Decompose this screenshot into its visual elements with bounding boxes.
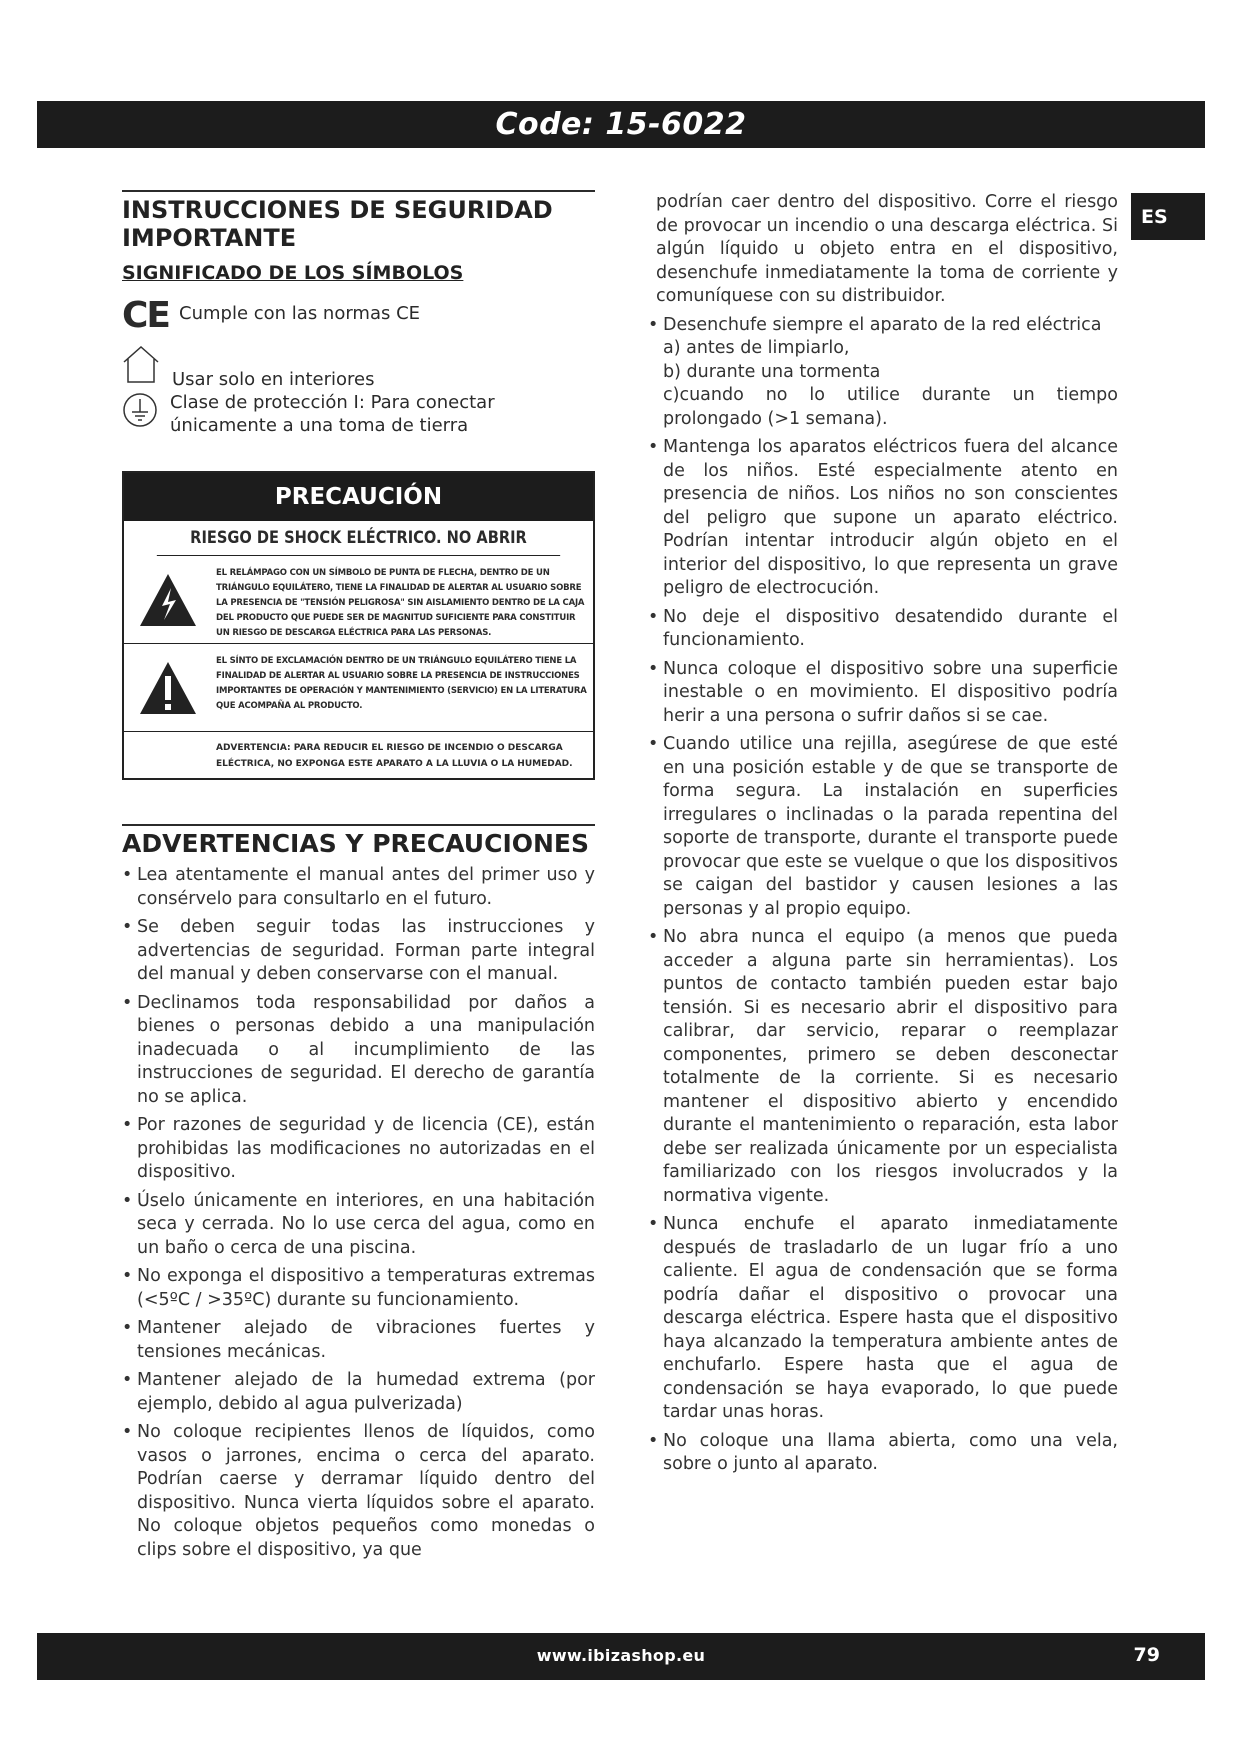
unplug-c: c)cuando no lo utilice durante un tiempo prolongado (>1 semana). (663, 385, 1118, 429)
list-item: • Nunca enchufe el aparato inmediatamente después de trasladarlo de un lugar frío a uno caliente. El agua de condensación que se forma podría dañar el dispositivo o provocar una descarga eléctrica. Espere hasta que el dispositivo haya alcanzado la temperatura ambiente antes de enchufarlo. Espere hasta que el agua de condensación se haya evaporado, lo que puede tardar unas horas. (648, 1213, 1118, 1425)
caution-title: PRECAUCIÓN (124, 473, 593, 521)
footer-bar (37, 1633, 1205, 1680)
list-item: • Declinamos toda responsabilidad por daños a bienes o personas debido a una manipulación inadecuada o al incumplimiento de las instrucciones de seguridad. El derecho de garantía no se aplica. (122, 992, 595, 1110)
list-item-unplug (648, 314, 1118, 432)
caution-box (122, 471, 595, 780)
footer-url: www.ibizashop.eu (536, 1646, 706, 1665)
ground-icon (122, 391, 160, 435)
list-item: • Lea atentamente el manual antes del primer uso y consérvelo para consultarlo en el futuro. (122, 864, 595, 911)
exclamation-text: EL SÍNTO DE EXCLAMACIÓN DENTRO DE UN TRIÁNGULO EQUILÁTERO TIENE LA FINALIDAD DE ALERTAR AL USUARIO SOBRE LA PRESENCIA DE INSTRUCCIONES IMPORTANTES DE OPERACIÓN Y MANTENIMIENTO (SERVICIO) EN LA LITERATURA QUE ACOMPAÑA AL PRODUCTO. (216, 656, 587, 711)
unplug-intro: • Desenchufe siempre el aparato de la red eléctrica (663, 314, 1102, 335)
section-rule (122, 824, 595, 826)
class-symbol-row (122, 391, 595, 437)
warning-text: ADVERTENCIA: PARA REDUCIR EL RIESGO DE INCENDIO O DESCARGA ELÉCTRICA, NO EXPONGA ESTE APARATO A LA LLUVIA O LA HUMEDAD. (216, 743, 573, 769)
ce-symbol-row (122, 295, 595, 336)
right-column (648, 191, 1118, 1482)
safety-title: INSTRUCCIONES DE SEGURIDAD IMPORTANTE (122, 196, 553, 252)
list-item: • Mantener alejado de vibraciones fuertes y tensiones mecánicas. (122, 1317, 595, 1364)
list-item: • No deje el dispositivo desatendido durante el funcionamiento. (648, 606, 1118, 653)
list-item: • No exponga el dispositivo a temperaturas extremas (<5ºC / >35ºC) durante su funcionamiento. (122, 1265, 595, 1312)
caution-subtitle: RIESGO DE SHOCK ELÉCTRICO. NO ABRIR (157, 521, 560, 556)
unplug-a: a) antes de limpiarlo, (663, 338, 850, 358)
lightning-row (124, 556, 593, 644)
exclamation-row (124, 644, 593, 732)
unplug-b: b) durante una tormenta (663, 361, 881, 382)
left-warning-list (122, 864, 595, 1562)
section-rule (122, 190, 595, 192)
list-item: • No abra nunca el equipo (a menos que pueda acceder a alguna parte sin herramientas). Los puntos de contacto también pueden estar bajo tensión. Si es necesario abrir el dispositivo para calibrar, dar servicio, reparar o reemplazar componentes, primero se deben desconectar totalmente de la corriente. Si es necesario mantener el dispositivo abierto y encendido durante el mantenimiento o reparación, esta labor debe ser realizada únicamente por un especialista familiarizado con los riesgos involucrados y la normativa vigente. (648, 926, 1118, 1208)
indoor-symbol-row (122, 344, 595, 391)
list-item: • Nunca coloque el dispositivo sobre una superficie inestable o en movimiento. El dispositivo podría herir a una persona o sufrir daños si se cae. (648, 658, 1118, 729)
lightning-text: EL RELÁMPAGO CON UN SÍMBOLO DE PUNTA DE FLECHA, DENTRO DE UN TRIÁNGULO EQUILÁTERO, TIENE LA FINALIDAD DE ALERTAR AL USUARIO SOBRE LA PRESENCIA DE "TENSIÓN PELIGROSA" SIN AISLAMIENTO DENTRO DE LA CAJA DEL PRODUCTO QUE PUEDE SER DE MAGNITUD SUFICIENTE PARA CONSTITUIR UN RIESGO DE DESCARGA ELÉCTRICA PARA LAS PERSONAS. (216, 568, 585, 638)
ce-mark-icon: CE (122, 295, 170, 336)
list-item: • Mantenga los aparatos eléctricos fuera del alcance de los niños. Esté especialmente atento en presencia de niños. Los niños no son conscientes del peligro que supone un aparato eléctrico. Podrían intentar introducir algún objeto en el interior del dispositivo, lo que representa un grave peligro de electrocución. (648, 436, 1118, 601)
list-item: • Mantener alejado de la humedad extrema (por ejemplo, debido al agua pulverizada) (122, 1369, 595, 1416)
list-item: • No coloque una llama abierta, como una vela, sobre o junto al aparato. (648, 1430, 1118, 1477)
header-bar (37, 101, 1205, 148)
language-tab: ES (1131, 193, 1205, 240)
exclamation-warning-icon (124, 644, 212, 731)
list-item: • No coloque recipientes llenos de líquidos, como vasos o jarrones, encima o cerca del aparato. Podrían caerse y derramar líquido dentro del dispositivo. Nunca vierta líquidos sobre el aparato. No coloque objetos pequeños como monedas o clips sobre el dispositivo, ya que (122, 1421, 595, 1562)
ce-text: Cumple con las normas CE (179, 303, 421, 324)
house-icon (122, 344, 162, 390)
warnings-title: ADVERTENCIAS Y PRECAUCIONES (122, 829, 590, 858)
list-item: • Úselo únicamente en interiores, en una habitación seca y cerrada. No lo use cerca del agua, como en un baño o cerca de una piscina. (122, 1190, 595, 1261)
continued-paragraph: podrían caer dentro del dispositivo. Corre el riesgo de provocar un incendio o una descarga eléctrica. Si algún líquido u objeto entra en el dispositivo, desenchufe inmediatamente la toma de corriente y comuníquese con su distribuidor. (656, 192, 1118, 306)
page-number: 79 (1133, 1644, 1160, 1666)
symbols-heading: SIGNIFICADO DE LOS SÍMBOLOS (122, 262, 464, 284)
lightning-warning-icon (124, 556, 212, 643)
product-code: Code: 15-6022 (495, 107, 747, 142)
left-column (122, 190, 595, 1567)
list-item: • Por razones de seguridad y de licencia (CE), están prohibidas las modificaciones no autorizadas en el dispositivo. (122, 1114, 595, 1185)
class-text: Clase de protección I: Para conectar únicamente a una toma de tierra (170, 392, 495, 436)
list-item: • Se deben seguir todas las instrucciones y advertencias de seguridad. Forman parte integral del manual y deben conservarse con el manual. (122, 916, 595, 987)
list-item: • Cuando utilice una rejilla, asegúrese de que esté en una posición estable y de que se transporte de forma segura. La instalación en superficies irregulares o inclinadas o la parada repentina del soporte de transporte, durante el transporte puede provocar que este se vuelque o que los dispositivos se caigan del bastidor y causen lesiones a las personas y al propio equipo. (648, 733, 1118, 921)
indoor-text: Usar solo en interiores (172, 369, 375, 390)
